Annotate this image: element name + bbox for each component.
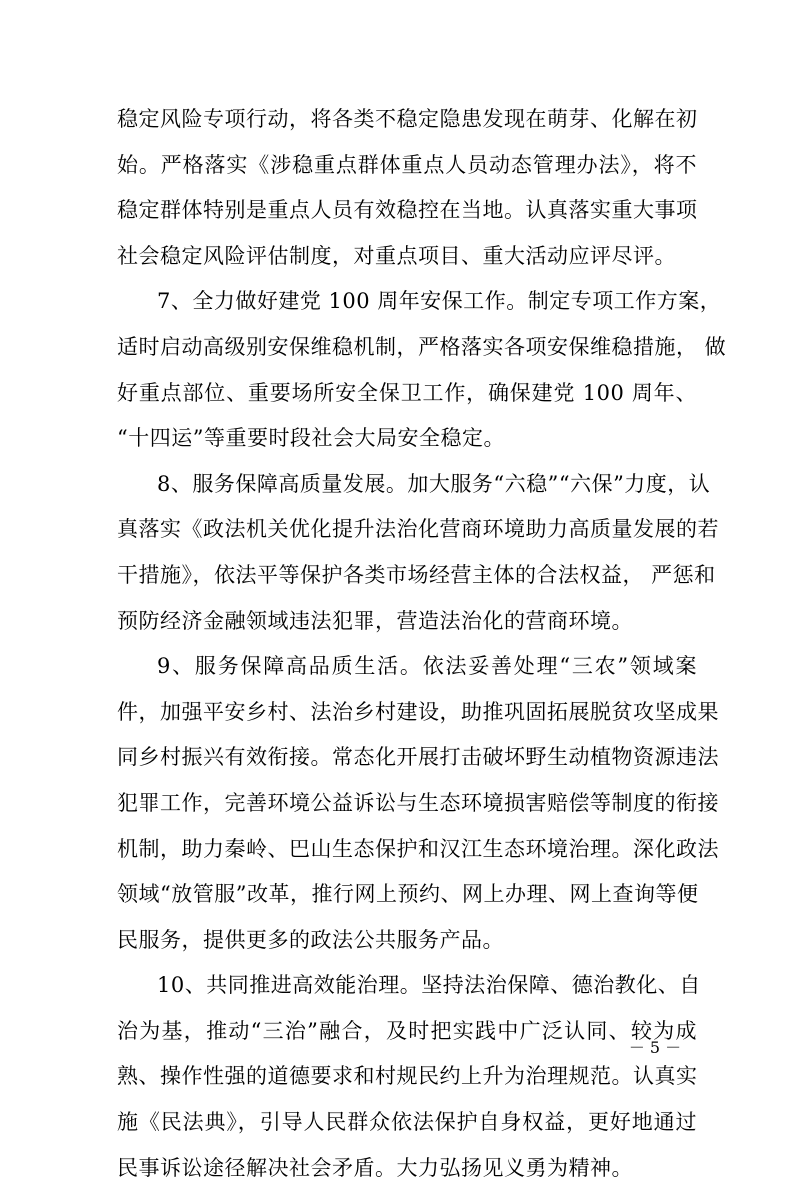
text-line-last: “十四运”等重要时段社会大局安全稳定。 bbox=[117, 426, 505, 451]
text-line: 犯罪工作，完善环境公益诉讼与生态环境损害赔偿等制度的衔接 bbox=[117, 790, 719, 815]
text-line: 施《民法典》，引导人民群众依法保护自身权益，更好地通过 bbox=[117, 1110, 697, 1135]
text-line-last: 社会稳定风险评估制度，对重点项目、重大活动应评尽评。 bbox=[117, 243, 676, 268]
text-line: 同乡村振兴有效衔接。常态化开展打击破坏野生动植物资源违法 bbox=[117, 745, 719, 770]
text-line: 真落实《政法机关优化提升法治化营商环境助力高质量发展的若 bbox=[117, 517, 719, 542]
text-line-last: 预防经济金融领域违法犯罪，营造法治化的营商环境。 bbox=[117, 608, 633, 633]
text-line: 始。严格落实《涉稳重点群体重点人员动态管理办法》，将不 bbox=[117, 152, 697, 177]
text-line-last: 民事诉讼途径解决社会矛盾。大力弘扬见义勇为精神。 bbox=[117, 1155, 633, 1180]
text-line: 稳定群体特别是重点人员有效稳控在当地。认真落实重大事项 bbox=[117, 198, 698, 223]
paragraph-10-first-line: 10、共同推进高效能治理。坚持法治保障、德治教化、自 bbox=[157, 973, 701, 998]
text-line: 领域“放管服”改革，推行网上预约、网上办理、网上查询等便 bbox=[117, 882, 699, 907]
text-line: 熟、操作性强的道德要求和村规民约上升为治理规范。认真实 bbox=[117, 1064, 698, 1089]
paragraph-9-first-line: 9、服务保障高品质生活。依法妥善处理“三农”领域案 bbox=[157, 654, 697, 679]
paragraph-8-first-line: 8、服务保障高质量发展。加大服务“六稳”“六保”力度，认 bbox=[157, 471, 711, 496]
text-line: 好重点部位、重要场所安全保卫工作，确保建党 100 周年、 bbox=[117, 380, 697, 405]
text-line: 件，加强平安乡村、法治乡村建设，助推巩固拓展脱贫攻坚成果 bbox=[117, 699, 719, 724]
text-line: 适时启动高级别安保维稳机制，严格落实各项安保维稳措施， 做 bbox=[117, 334, 727, 359]
document-body bbox=[117, 97, 727, 1191]
text-line: 稳定风险专项行动，将各类不稳定隐患发现在萌芽、化解在初 bbox=[117, 107, 698, 131]
paragraph-7-first-line: 7、全力做好建党 100 周年安保工作。制定专项工作方案， bbox=[157, 289, 722, 314]
text-line: 机制，助力秦岭、巴山生态保护和汉江生态环境治理。深化政法 bbox=[117, 836, 719, 861]
text-line: 治为基，推动“三治”融合，及时把实践中广泛认同、较为成 bbox=[117, 1018, 697, 1043]
text-line-last: 民服务，提供更多的政法公共服务产品。 bbox=[117, 927, 504, 952]
page-number: － 5 － bbox=[628, 1038, 682, 1057]
text-line: 干措施》，依法平等保护各类市场经营主体的合法权益， 严惩和 bbox=[117, 562, 716, 587]
